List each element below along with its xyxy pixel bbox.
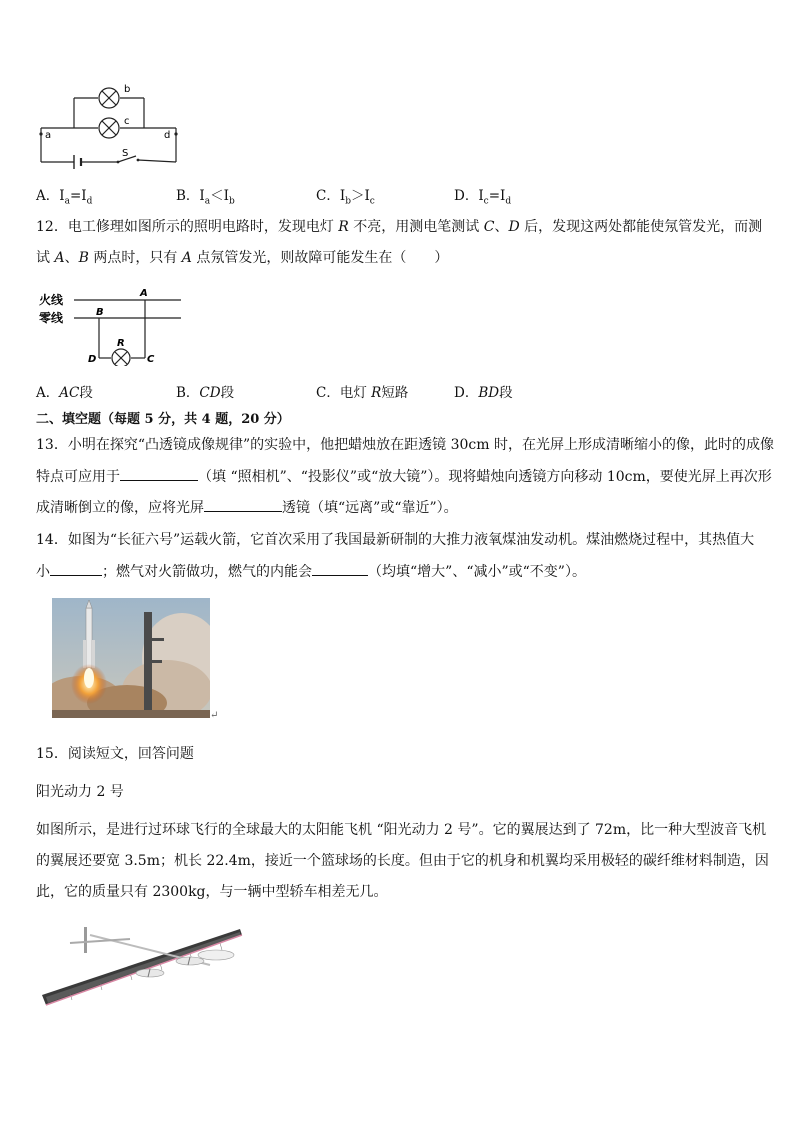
q11-option-c[interactable]: C．$I_b>I_c$ — [316, 188, 375, 207]
q15-subtitle: 阳光动力 2 号 — [36, 784, 124, 800]
node-label-c: c — [124, 116, 130, 127]
parallel-circuit-diagram — [36, 80, 186, 170]
q12-option-b[interactable]: B．CD段 — [176, 385, 235, 401]
return-mark: ↵ — [210, 710, 219, 721]
lighting-circuit-diagram — [36, 286, 186, 366]
q13-answer-blank-1[interactable] — [120, 466, 198, 481]
q11-option-a[interactable]: A．$I_a=I_d$ — [36, 188, 93, 207]
node-label-b: b — [124, 84, 131, 95]
point-c-label: C — [147, 354, 155, 365]
q12-stem-line2: 试 A、B 两点时，只有 A 点氖管发光，则故障可能发生在（ ） — [36, 250, 449, 266]
q14-answer-blank-1[interactable] — [50, 561, 102, 576]
rocket-launch-photo — [52, 598, 210, 718]
q12-option-a[interactable]: A．AC段 — [36, 385, 93, 401]
fire-line-label: 火线 — [39, 293, 64, 307]
section-heading: 二、填空题（每题 5 分，共 4 题，20 分） — [36, 412, 290, 427]
lamp-r-label: R — [117, 338, 125, 349]
q15-paragraph-line3: 此，它的质量只有 2300kg，与一辆中型轿车相差无几。 — [36, 884, 388, 900]
q13-line2: 特点可应用于 （填 “照相机”、“投影仪”或“放大镜”）。现将蜡烛向透镜方向移动 10cm，要使光屏上再次形 — [36, 466, 772, 487]
switch-label-s: S — [122, 148, 129, 159]
q11-option-b[interactable]: B．$I_a<I_b$ — [176, 188, 235, 207]
zero-line-label: 零线 — [39, 311, 64, 325]
q11-option-d[interactable]: D．$I_c=I_d$ — [454, 188, 512, 207]
q14-line2: 小 ；燃气对火箭做功，燃气的内能会 （均填“增大”、“减小”或“不变”）。 — [36, 561, 586, 582]
q14-line1: 14．如图为“长征六号”运载火箭，它首次采用了我国最新研制的大推力液氧煤油发动机。煤油燃烧过程中，其热值大 — [36, 532, 755, 548]
solar-plane-photo — [40, 925, 244, 1007]
q13-line1: 13．小明在探究“凸透镜成像规律”的实验中，他把蜡烛放在距透镜 30cm 时，在光屏上形成清晰缩小的像，此时的成像 — [36, 437, 774, 453]
q12-option-d[interactable]: D．BD段 — [454, 385, 513, 401]
q15-paragraph-line2: 的翼展还要宽 3.5m；机长 22.4m，接近一个篮球场的长度。但由于它的机身和机翼均采用极轻的碳纤维材料制造，因 — [36, 853, 769, 869]
q13-line3: 成清晰倒立的像，应将光屏 透镜（填“远离”或“靠近”）。 — [36, 497, 458, 518]
point-b-label: B — [96, 307, 104, 318]
q14-answer-blank-2[interactable] — [312, 561, 368, 576]
q12-option-c[interactable]: C．电灯 R短路 — [316, 385, 409, 401]
point-d-label: D — [88, 354, 97, 365]
q12-stem-line1: 12．电工修理如图所示的照明电路时，发现电灯 R 不亮，用测电笔测试 C、D 后，发现这两处都能使氖管发光，而测 — [36, 219, 763, 235]
point-a-label: A — [140, 288, 148, 299]
q15-paragraph-line1: 如图所示，是进行过环球飞行的全球最大的太阳能飞机 “阳光动力 2 号”。它的翼展达到了 72m，比一种大型波音飞机 — [36, 822, 767, 838]
node-label-d: d — [164, 130, 171, 141]
q15-title: 15．阅读短文，回答问题 — [36, 746, 194, 762]
node-label-a: a — [45, 130, 52, 141]
q13-answer-blank-2[interactable] — [204, 497, 282, 512]
